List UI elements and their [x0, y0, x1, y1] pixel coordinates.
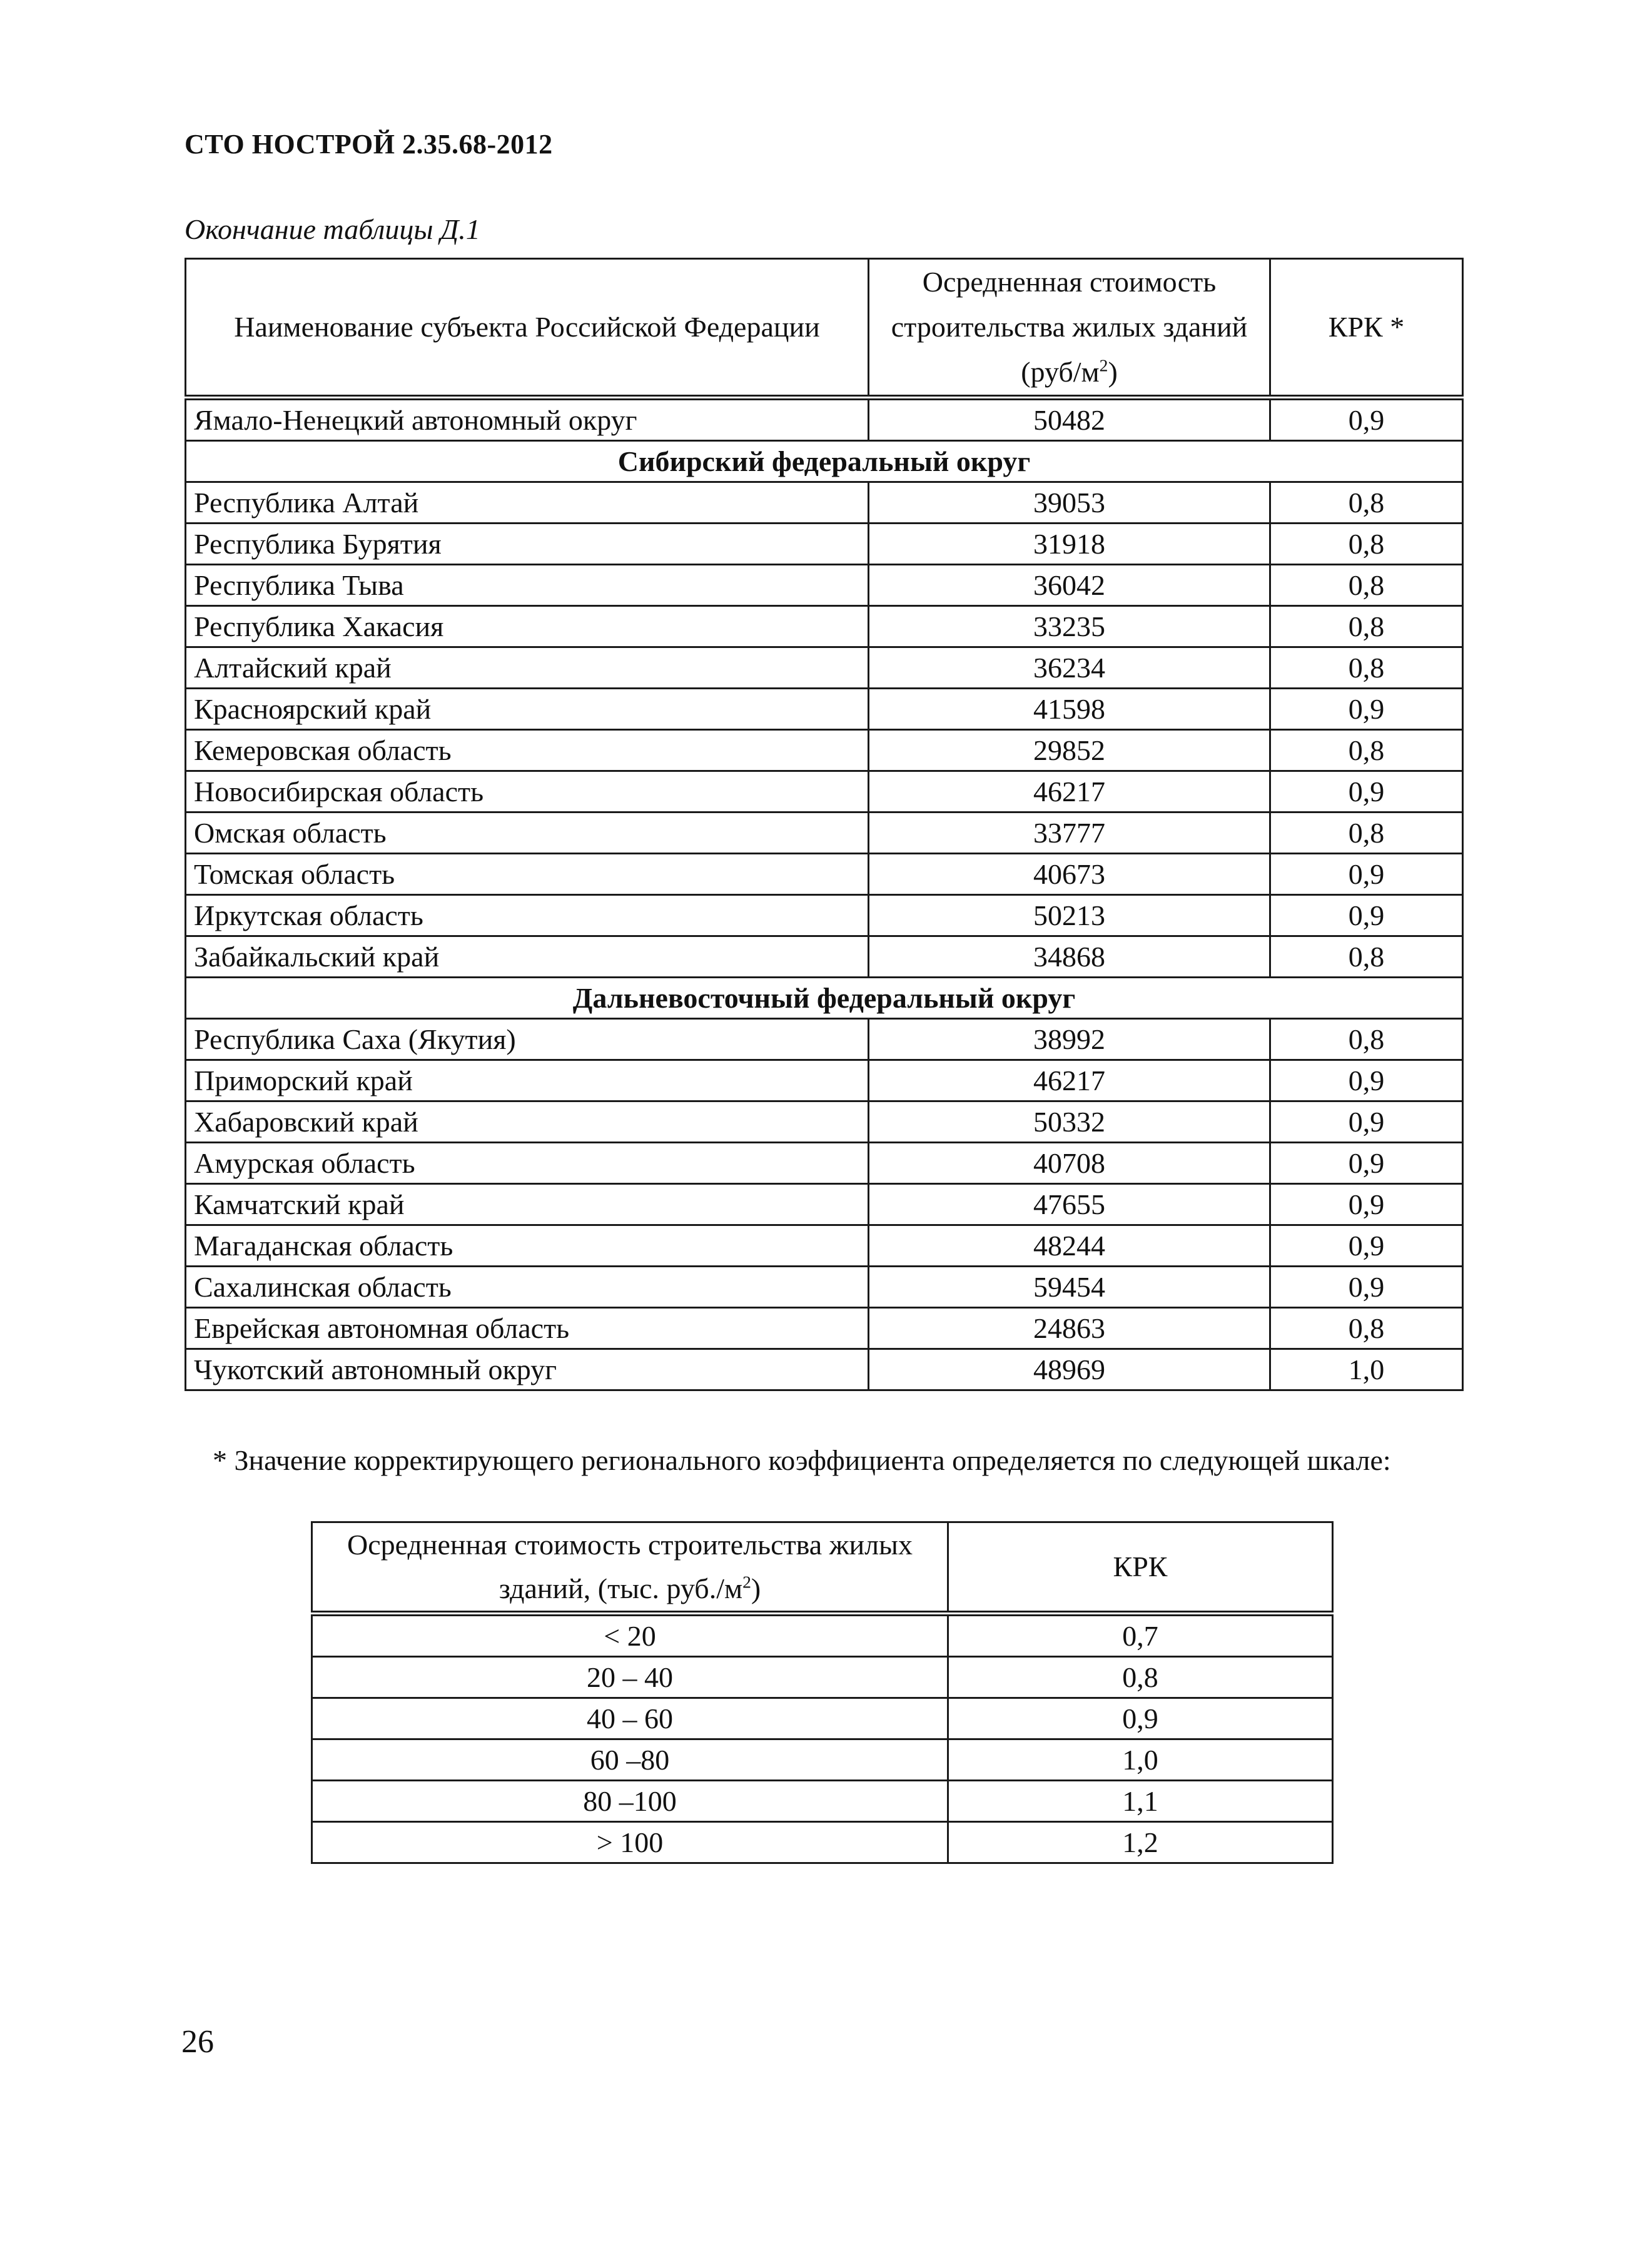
average-cost-value: 39053: [869, 482, 1270, 524]
average-cost-value: 46217: [869, 1060, 1270, 1101]
krk-value: 0,8: [1270, 1308, 1463, 1349]
region-name-header-text: Наименование субъекта Российской Федерации: [234, 311, 820, 343]
average-cost-value: 31918: [869, 524, 1270, 565]
krk-value: 0,9: [1270, 771, 1463, 813]
column-header-scale-krk: [948, 1522, 1333, 1614]
krk-value: 0,8: [1270, 1019, 1463, 1060]
average-cost-value: 41598: [869, 689, 1270, 730]
scale-row: [312, 1698, 1333, 1739]
krk-value: 0,8: [1270, 813, 1463, 854]
table-row: [186, 1101, 1463, 1143]
average-cost-header-text: Осредненная стоимость строительства жилых зданий: [891, 266, 1248, 343]
average-cost-value: 40708: [869, 1143, 1270, 1184]
scale-krk-value: 1,2: [948, 1822, 1333, 1863]
region-name: Амурская область: [186, 1143, 869, 1184]
krk-value: 0,8: [1270, 730, 1463, 771]
page-number: 26: [181, 2024, 214, 2060]
cost-range-header-text: Осредненная стоимость строительства жилых зданий, (тыс. руб./м: [347, 1529, 913, 1604]
region-name: Красноярский край: [186, 689, 869, 730]
krk-scale-rows: [312, 1614, 1333, 1863]
column-header-cost-range: [312, 1522, 948, 1614]
region-name: Магаданская область: [186, 1225, 869, 1267]
krk-scale-table: [311, 1521, 1334, 1864]
table-row: [186, 1060, 1463, 1101]
average-cost-value: 29852: [869, 730, 1270, 771]
krk-value: 0,9: [1270, 1225, 1463, 1267]
krk-value: 0,9: [1270, 1143, 1463, 1184]
table-row: [186, 1308, 1463, 1349]
scale-row: [312, 1657, 1333, 1698]
table-row: [186, 813, 1463, 854]
scale-row: [312, 1781, 1333, 1822]
table-row: [186, 895, 1463, 936]
table-row: [186, 398, 1463, 441]
average-cost-value: 50482: [869, 398, 1270, 441]
average-cost-value: 33777: [869, 813, 1270, 854]
krk-value: 0,9: [1270, 1101, 1463, 1143]
cost-unit-superscript: 2: [1099, 355, 1108, 375]
region-name: Забайкальский край: [186, 936, 869, 978]
scale-krk-header-text: КРК: [1113, 1551, 1168, 1582]
krk-value: 0,8: [1270, 936, 1463, 978]
region-name: Еврейская автономная область: [186, 1308, 869, 1349]
average-cost-value: 48969: [869, 1349, 1270, 1390]
krk-value: 0,8: [1270, 524, 1463, 565]
cost-unit-prefix: (руб/м: [1021, 356, 1100, 388]
scale-row: [312, 1739, 1333, 1781]
table-row: [186, 647, 1463, 689]
region-name: Камчатский край: [186, 1184, 869, 1225]
table-row: [186, 606, 1463, 647]
average-cost-value: 40673: [869, 854, 1270, 895]
average-cost-value: 38992: [869, 1019, 1270, 1060]
table-row: [186, 689, 1463, 730]
column-header-region-name: [186, 259, 869, 398]
cost-range-value: > 100: [312, 1822, 948, 1863]
column-header-krk: [1270, 259, 1463, 398]
cost-range-value: 80 –100: [312, 1781, 948, 1822]
table-row: [186, 565, 1463, 606]
average-cost-value: 50213: [869, 895, 1270, 936]
average-cost-value: 34868: [869, 936, 1270, 978]
region-name: Приморский край: [186, 1060, 869, 1101]
table-row: [186, 936, 1463, 978]
table-row: [186, 1143, 1463, 1184]
average-cost-value: 50332: [869, 1101, 1270, 1143]
regional-cost-rows: [186, 398, 1463, 1390]
column-header-average-cost: [869, 259, 1270, 398]
krk-value: 0,8: [1270, 482, 1463, 524]
krk-value: 0,9: [1270, 398, 1463, 441]
cost-range-value: 40 – 60: [312, 1698, 948, 1739]
scale-header-row: [312, 1522, 1333, 1614]
scale-krk-value: 1,1: [948, 1781, 1333, 1822]
region-name: Республика Хакасия: [186, 606, 869, 647]
region-name: Омская область: [186, 813, 869, 854]
cost-range-unit-suffix: ): [751, 1572, 761, 1604]
scale-krk-value: 0,8: [948, 1657, 1333, 1698]
krk-value: 0,8: [1270, 565, 1463, 606]
table-row: [186, 1349, 1463, 1390]
region-name: Республика Алтай: [186, 482, 869, 524]
krk-value: 1,0: [1270, 1349, 1463, 1390]
region-name: Ямало-Ненецкий автономный округ: [186, 398, 869, 441]
krk-value: 0,8: [1270, 647, 1463, 689]
document-code-header: СТО НОСТРОЙ 2.35.68-2012: [185, 129, 553, 159]
cost-range-unit-superscript: 2: [742, 1572, 751, 1592]
krk-header-text: КРК *: [1328, 311, 1405, 343]
krk-value: 0,8: [1270, 606, 1463, 647]
average-cost-value: 48244: [869, 1225, 1270, 1267]
table-row: [186, 1267, 1463, 1308]
district-row: [186, 978, 1463, 1019]
district-name: Сибирский федеральный округ: [186, 441, 1463, 482]
table-row: [186, 1225, 1463, 1267]
krk-footnote: * Значение корректирующего регионального коэффициента определяется по следующей шкале:: [213, 1444, 1391, 1476]
table-row: [186, 771, 1463, 813]
krk-value: 0,9: [1270, 1060, 1463, 1101]
average-cost-value: 36234: [869, 647, 1270, 689]
average-cost-value: 47655: [869, 1184, 1270, 1225]
scale-row: [312, 1822, 1333, 1863]
region-name: Хабаровский край: [186, 1101, 869, 1143]
krk-value: 0,9: [1270, 1267, 1463, 1308]
region-name: Кемеровская область: [186, 730, 869, 771]
table-caption: Окончание таблицы Д.1: [185, 213, 480, 245]
average-cost-value: 59454: [869, 1267, 1270, 1308]
cost-range-value: 60 –80: [312, 1739, 948, 1781]
scale-krk-value: 0,9: [948, 1698, 1333, 1739]
cost-unit-suffix: ): [1108, 356, 1118, 388]
region-name: Республика Бурятия: [186, 524, 869, 565]
scale-krk-value: 1,0: [948, 1739, 1333, 1781]
average-cost-value: 46217: [869, 771, 1270, 813]
average-cost-value: 24863: [869, 1308, 1270, 1349]
krk-value: 0,9: [1270, 689, 1463, 730]
cost-range-value: 20 – 40: [312, 1657, 948, 1698]
region-name: Чукотский автономный округ: [186, 1349, 869, 1390]
region-name: Сахалинская область: [186, 1267, 869, 1308]
region-name: Республика Тыва: [186, 565, 869, 606]
table-row: [186, 854, 1463, 895]
region-name: Республика Саха (Якутия): [186, 1019, 869, 1060]
table-row: [186, 1184, 1463, 1225]
district-name: Дальневосточный федеральный округ: [186, 978, 1463, 1019]
krk-value: 0,9: [1270, 1184, 1463, 1225]
region-name: Томская область: [186, 854, 869, 895]
table-row: [186, 482, 1463, 524]
krk-value: 0,9: [1270, 854, 1463, 895]
average-cost-value: 36042: [869, 565, 1270, 606]
district-row: [186, 441, 1463, 482]
scale-krk-value: 0,7: [948, 1614, 1333, 1657]
table-row: [186, 730, 1463, 771]
cost-range-value: < 20: [312, 1614, 948, 1657]
region-name: Новосибирская область: [186, 771, 869, 813]
krk-value: 0,9: [1270, 895, 1463, 936]
region-name: Алтайский край: [186, 647, 869, 689]
average-cost-value: 33235: [869, 606, 1270, 647]
table-row: [186, 1019, 1463, 1060]
table-row: [186, 524, 1463, 565]
regional-cost-table: [185, 258, 1464, 1391]
scale-row: [312, 1614, 1333, 1657]
table-header-row: [186, 259, 1463, 398]
region-name: Иркутская область: [186, 895, 869, 936]
